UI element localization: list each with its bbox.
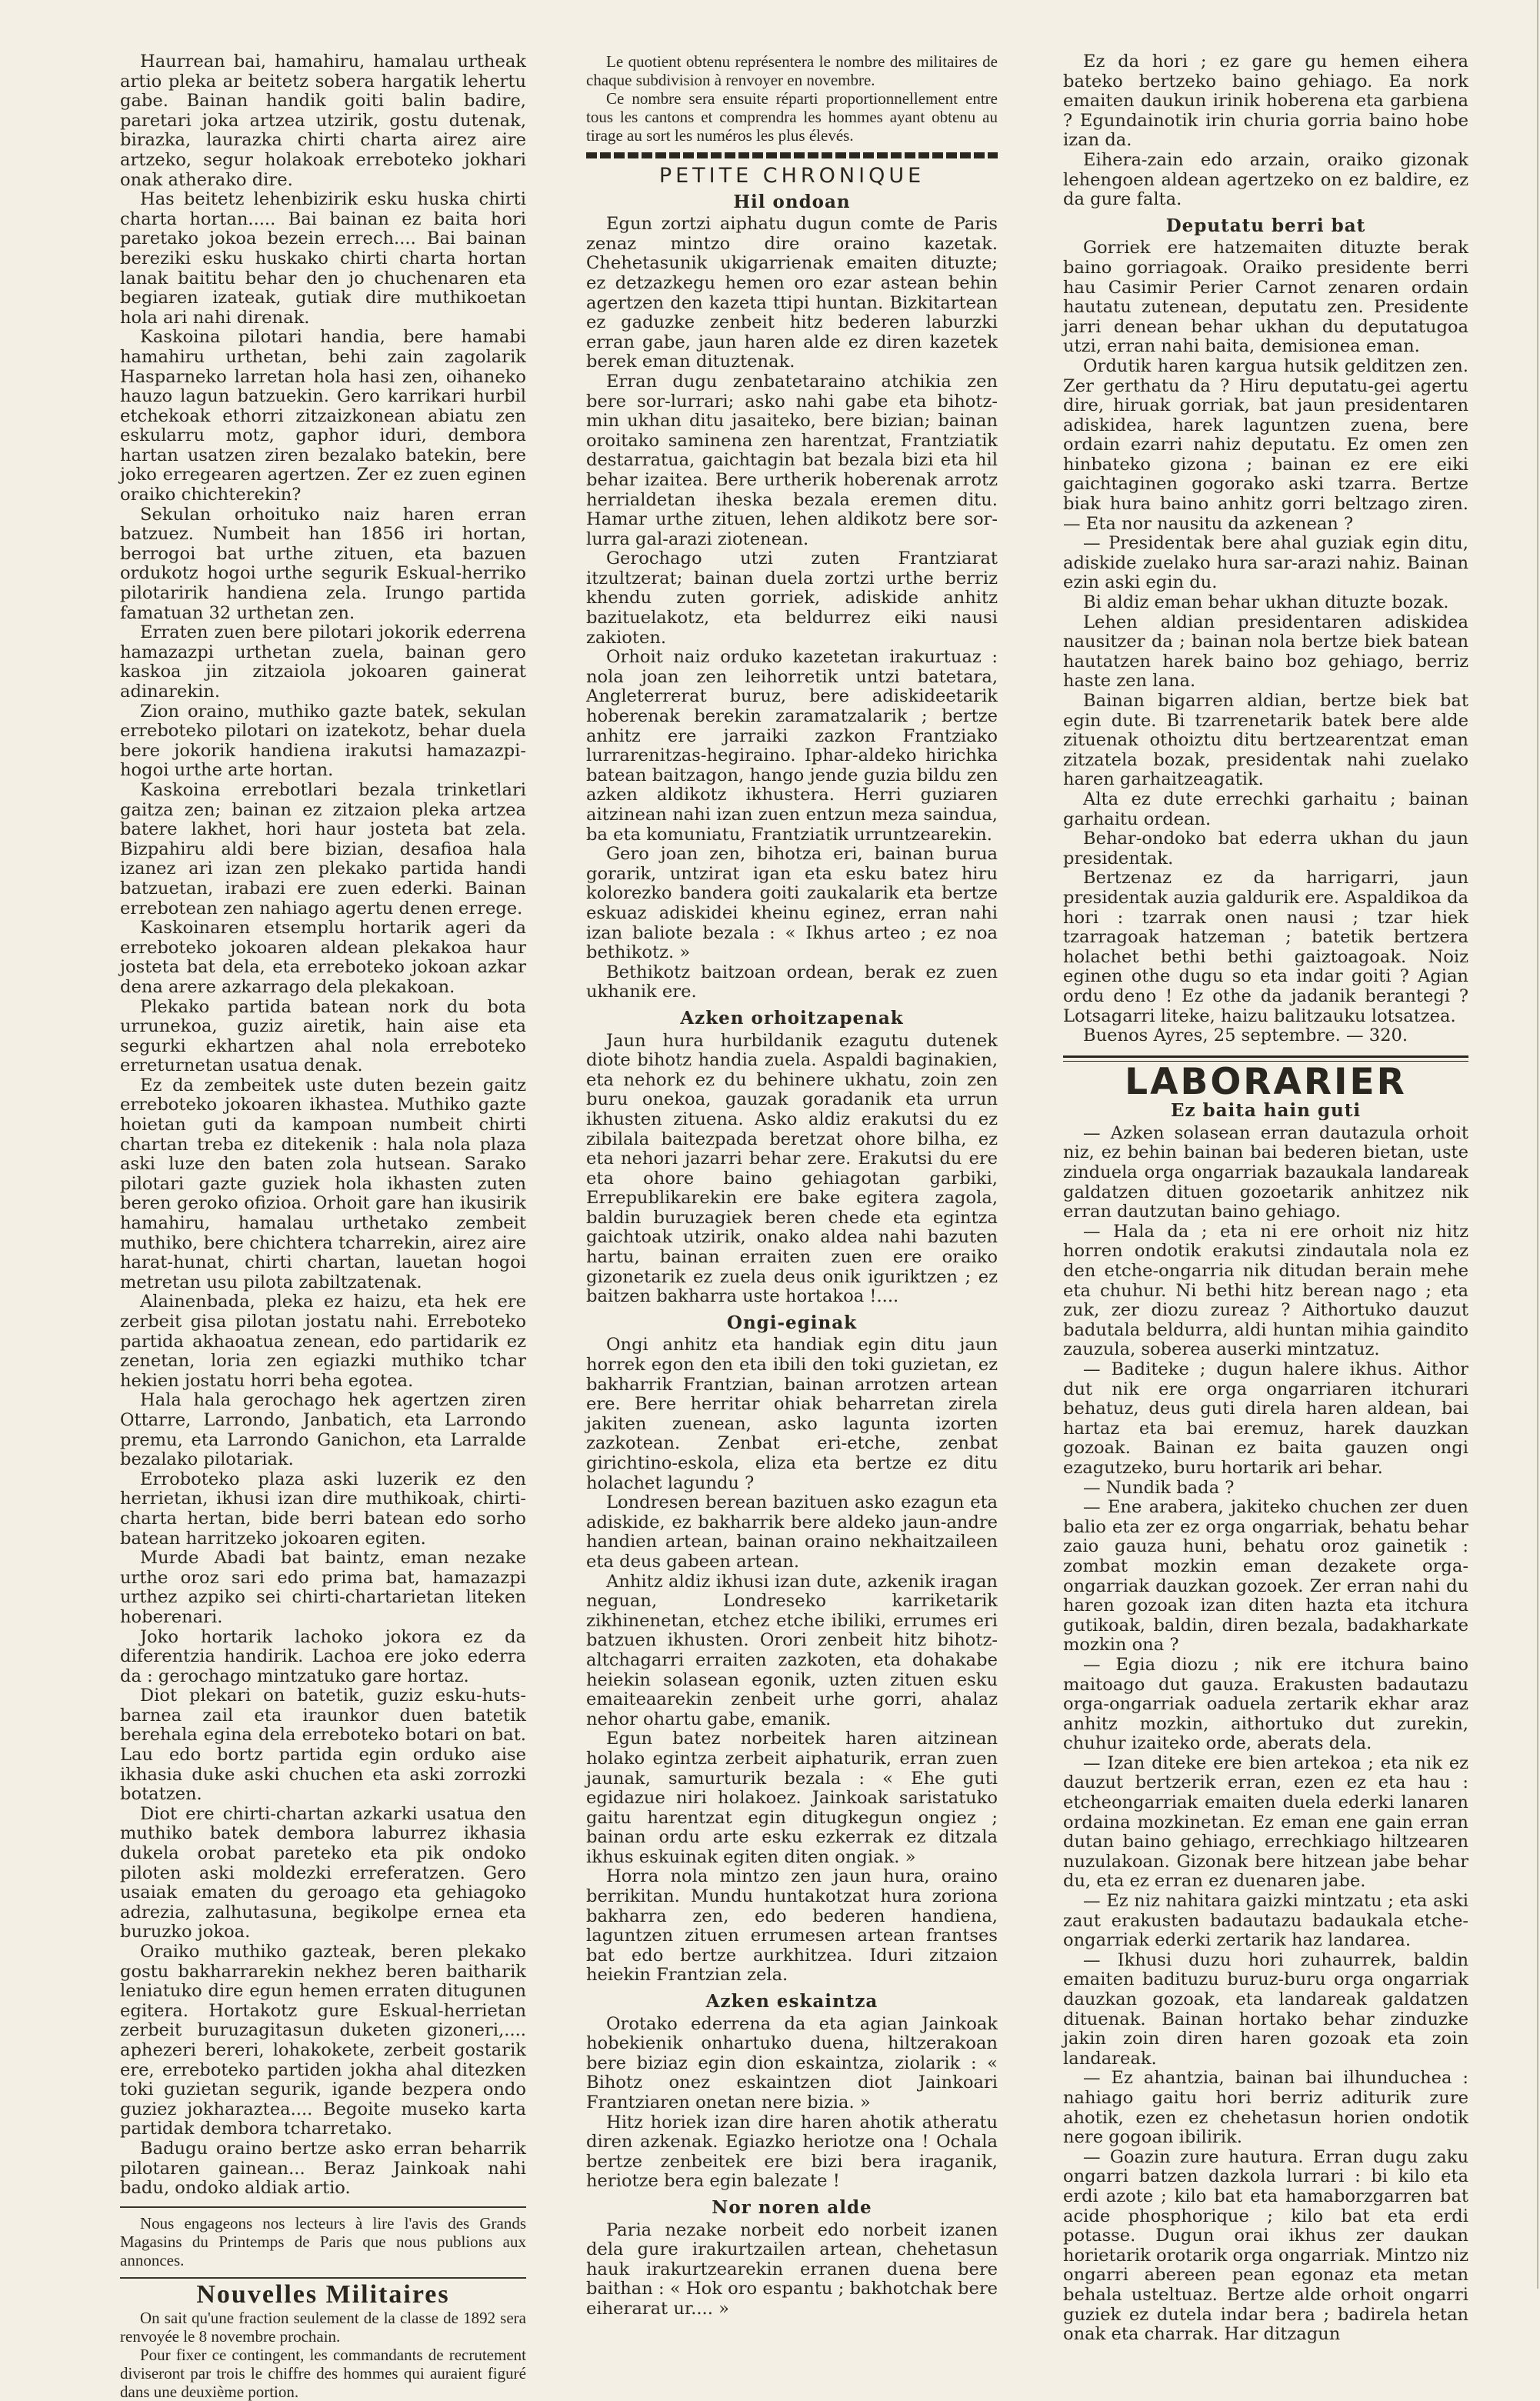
column-2 <box>586 52 998 2319</box>
c1-paragraph: Kaskoinaren etsemplu hortarik ageri da erreboteko jokoaren aldean plekakoa haur josteta bat dela, eta erreboteko jokoan azkar dena arere azkarrago dela plekakoan. <box>120 918 526 997</box>
laborarier-paragraph: — Hala da ; eta ni ere orhoit niz hitz horren ondotik erakutsi zindautala nola ez den etche-ongarria nik ditudan berain mehe eta chuhur. Ni bethi hitz berean nago ; eta zuk, zer diozu zureaz ? Aithortuko dauzut badutala beldurra, aldi huntan mihia gaindito zauzula, soberea auserki mintzatuz. <box>1063 1221 1468 1360</box>
laborarier-paragraph: — Egia diozu ; nik ere itchura baino maitoago dut gauza. Erakusten badautazu orga-ongarriak oaduela zertarik ekhar araz anhitz mozkin, aithortuko dut zurekin, chuhur izaiteko orde, aberats dela. <box>1063 1654 1468 1754</box>
section-heading: Azken eskaintza <box>705 1991 878 2013</box>
military-paragraph: Pour fixer ce contingent, les commandants de recrutement diviseront par trois le chiffre des hommes qui auraient figuré dans une deuxième portion. <box>120 2346 526 2401</box>
section-divider <box>120 2277 526 2279</box>
petite-chronique-heading: PETITE CHRONIQUE <box>658 164 925 188</box>
military-paragraph: On sait qu'une fraction seulement de la classe de 1892 sera renvoyée le 8 novembre prochain. <box>120 2309 526 2346</box>
c1-paragraph: Zion oraino, muthiko gazte batek, sekulan erreboteko pilotari on izatekotz, behar duela bere jokorik handiena irakutsi hamazazpi-hogoi urthe arte hortan. <box>120 701 526 781</box>
c3-paragraph: Ez da hori ; ez gare gu hemen eihera bateko bertzeko baino gehiago. Ea nork emaiten daukun irinik hoberena eta garbiena ? Egundainotik irin churia gorria baino hobe izan da. <box>1063 52 1468 151</box>
section-paragraph: Egun batez norbeitek haren aitzinean holako egintza zerbeit aiphaturik, erran zuen jaunak, samurturik bezala : « Ehe guti egidazue niri holakoez. Jainkoak saristatuko gaitu harentzat egin ditugkegun ongiez ; bainan ordu arte esku ezkerrak ez ditzala ikhus eskuinak egiten diten ongiak. » <box>586 1729 998 1867</box>
section-heading: Azken orhoitzapenak <box>680 1007 904 1029</box>
laborarier-paragraph: — Ikhusi duzu hori zuhaurrek, baldin emaiten badituzu buruz-buru orga ongarriak dauzkan gozoak, eta landareak galdatzen dituenak. Bainan hortako behar zinduzke jakin zoin diren haren gozoak eta zoin landareak. <box>1063 1949 1468 2069</box>
section-paragraph: Londresen berean bazituen asko ezagun eta adiskide, ez bakharrik bere aldeko jaun-andre handien artean, bainan oraino nekhaitzaileen eta deus gabeen artean. <box>586 1492 998 1572</box>
military-news-heading: Nouvelles Militaires <box>196 2279 450 2309</box>
deputatu-paragraph: Ordutik haren kargua hutsik gelditzen zen. Zer gerthatu da ? Hiru deputatu-gei agertu dire, hiruak gorriak, bat jaun presidentaren adiskidea, harek laguntzen zuena, bere ordain ezarri nahiz deputatu. Ez omen zen hinbateko gizona ; bainan ez ere eiki gaichtaginen gogorako aski tzarra. Bertze biak hura baino anhitz gorri beltzago ziren. — Eta nor nausitu da azkenean ? <box>1063 355 1468 534</box>
c3-paragraph: Eihera-zain edo arzain, oraiko gizonak lehengoen aldean agertzeko on ez baldire, ez da gure falta. <box>1063 149 1468 210</box>
c1-paragraph: Erraten zuen bere pilotari jokorik ederrena hamazazpi urthetan zuela, bainan gero kaskoa jin zitzaiola jokoaren gainerat adinarekin. <box>120 622 526 702</box>
laborarier-paragraph: — Goazin zure hautura. Erran dugu zaku ongarri batzen dazkola lurrari : bi kilo eta erdi azote ; kilo bat eta hamaborzgarren bat acide phosphorique ; kilo bat eta erdi potasse. Dugun orai ikhus zer daukan horietarik orotarik orga ongarriak. Mintzo niz ongarri abereen pean egonaz eta metan behala usteltuaz. Bertze alde orhoit ongarri guziek ez dutela indar bera ; badirela hetan onak eta charrak. Har ditzagun <box>1063 2146 1468 2345</box>
section-paragraph: Jaun hura hurbildanik ezagutu dutenek diote bihotz handia zuela. Aspaldi baginakien, eta nehork ez du behinere ukhatu, zoin zen buru onekoa, gauzak goradanik eta urrun ikhusten zituena. Asko aldiz erakutsi du ez zibilala baitezpada beretzat ohore bilha, ez eta nehori jazarri behar zere. Erakutsi du ere eta ohore baino gehiagotan garbiki, Errepublikarekin ere bake egitera zagola, baldin buruzagiek beren chede eta egintza gaichtoak utzirik, onako aldea nahi bazuten hartu, bainan erraiten zuen ere oraiko gizonetarik ez zuela deus onik iguriktzen ; ez baitzen bakharra uste hortakoa !.... <box>586 1030 998 1307</box>
c1-paragraph: Hala hala gerochago hek agertzen ziren Ottarre, Larrondo, Janbatich, eta Larrondo premu, eta Larrondo Ganichon, eta Larralde bezalako pilotariak. <box>120 1390 526 1470</box>
c1-paragraph: Kaskoina errebotlari bezala trinketlari gaitza zen; bainan ez zitzaion pleka artzea batere lakhet, hori haur josteta bat zela. Bizpahiru aldi bere bizian, desafioa hala izanez ari izan zen plekako partida handi batzuetan, irabazi ere zuen ederki. Bainan errebotean zen nahiago agertu denen errege. <box>120 779 526 919</box>
deputatu-paragraph: — Presidentak bere ahal guziak egin ditu, adiskide zuelako hura sar-arazi nahiz. Bainan ezin aski egin du. <box>1063 533 1468 593</box>
laborarier-paragraph: — Nundik bada ? <box>1083 1477 1235 1498</box>
military-continued-paragraph: Ce nombre sera ensuite réparti proportionnellement entre tous les cantons et comprendra les hommes ayant obtenu au tirage au sort les numéros les plus élevés. <box>586 89 998 145</box>
laborarier-paragraph: — Baditeke ; dugun halere ikhus. Aithor dut nik ere orga ongarriaren itchurari behatuz, deus guti direla haren aldean, bai hartaz eta bai eremuz, harek dauzkan gozoak. Bainan ez baita gauzen ongi ezagutzeko, buru hortarik ari behar. <box>1063 1359 1468 1478</box>
section-heading: Nor noren alde <box>712 2196 872 2218</box>
section-paragraph: Erran dugu zenbatetaraino atchikia zen bere sor-lurrari; asko nahi gabe eta bihotz-min ukhan ditu jasaiteko, bere bizian; bainan oroitako saminena zen harentzat, Frantziatik destarratua, gaichtagin bat bezala bizi eta hil behar izaitea. Bere urtherik hoberenak arrotz herrialdetan iheska bezala eremen ditu. Hamar urthe zituen, lehen aldikotz bere sor-lurra gal-arazi ziotenean. <box>586 371 998 549</box>
section-paragraph: Ongi anhitz eta handiak egin ditu jaun horrek egon den eta ibili den toki guzietan, ez bakharrik Frantzian, bainan arrotzen artean ere. Bere herritar ohiak beharretan zirela jakiten zuenean, asko lagunta izorten zazkotean. Zenbat eri-etche, zenbat girichtino-eskola, eliza eta bertze ez ditu holachet lagundu ? <box>586 1335 998 1493</box>
deputatu-paragraph: Bertzenaz ez da harrigarri, jaun presidentak auzia galdurik ere. Aspaldikoa da hori : tzarrak onen nausi ; tzar hiek tzarragoak hatzeman ; batetik bertzera holachet bethi bethi gaiztoagoak. Noiz eginen othe dugu so eta indar goiti ? Agian ordu deno ! Ez othe da jadanik berantegi ? Lotsagarri liteke, haizu balitzauku lotsatzea. <box>1063 868 1468 1026</box>
deputatu-heading: Deputatu berri bat <box>1165 215 1366 236</box>
c1-paragraph: Badugu oraino bertze asko erran beharrik pilotaren gainean... Beraz Jainkoak nahi badu, ondoko aldiak artio. <box>120 2138 526 2199</box>
section-paragraph: Anhitz aldiz ikhusi izan dute, azkenik iragan neguan, Londreseko karriketarik zikhinenetan, etchez etche ibiliki, errumes eri batzuen ikhusten. Orori zenbeit hitz bihotz-altchagarri erraiten zazkoten, eta dohakabe heiekin solasean egonik, uzten zituen esku emaiteaarekin zenbeit urhe gorri, ahalaz nehor ohartu gabe, emanik. <box>586 1571 998 1729</box>
page-edge-line <box>1537 0 1538 2289</box>
dateline: Buenos Ayres, 25 septembre. — 320. <box>1083 1025 1408 1046</box>
column-3 <box>1063 52 1468 2345</box>
laborarier-paragraph: — Ene arabera, jakiteko chuchen zer duen balio eta zer ez orga ongarriak, behatu behar zaio gauza huni, behatu oroz gainetik : zombat mozkin eman dezakete orga-ongarriak dauzkan gozoek. Zer erran nahi du haren gozoak izan diten hazta eta itchura gutikoak, baldin, diren bezala, badakharkate mozkin ona ? <box>1063 1497 1468 1656</box>
section-paragraph: Bethikotz baitzoan ordean, berak ez zuen ukhanik ere. <box>586 962 998 1002</box>
c1-paragraph: Kaskoina pilotari handia, bere hamabi hamahiru urthetan, behi zain zagolarik Hasparneko larretan hola hasi zen, oihaneko hauzo lagun batzuekin. Gero karrikari hurbil etchekoak ethorri zitzaizkonean abiatu zen eskularru motz, gaphor iduri, dembora hartan usatzen ziren bezalako batekin, bere joko erregearen agertzen. Zer ez zuen eginen oraiko chichterekin? <box>120 327 526 505</box>
c1-paragraph: Murde Abadi bat baintz, eman nezake urthe oroz sari edo prima bat, hamazazpi urthez azpiko sei chirti-chartarietan liteken hoberenari. <box>120 1548 526 1627</box>
c1-paragraph: Plekako partida batean nork du bota urrunekoa, guziz airetik, hain aise eta segurki ekhartzen ahal nola erreboteko erreturnetan usatua denak. <box>120 996 526 1076</box>
laborarier-paragraph: — Ez ahantzia, bainan bai ilhunduchea : nahiago gaitu hori berriz aditurik zure ahotik, ezen ez chehetasun horien ondotik nere gogoan ibilirik. <box>1063 2068 1468 2148</box>
laborarier-heading: LABORARIER <box>1125 1060 1407 1103</box>
section-paragraph: Gerochago utzi zuten Frantziarat itzultzerat; bainan duela zortzi urthe berriz khendu zuten gorriek, adiskide anhitz bazituelakotz, eta beldurrez eiki nausi zakioten. <box>586 549 998 648</box>
section-heading: Hil ondoan <box>733 191 851 212</box>
laborarier-subheading: Ez baita hain guti <box>1170 1100 1362 1122</box>
section-heading: Ongi-eginak <box>726 1312 858 1333</box>
c1-paragraph: Oraiko muthiko gazteak, beren plekako gostu bakharrarekin nekhez beren baitharik leniatuko dire egun hemen erraten ditugunen egitera. Hortakotz gure Eskual-herrietan zerbeit buruzagitasun duketen gizoneri,.... aphezeri bereri, lohakokete, zerbeit gostarik ere, erreboteko partiden jokha ahal ditezken toki guzietan segurik, igande bezpera ondo guziez jokharaztea.... Begoite museko karta partidak dembora tcharretako. <box>120 1942 526 2139</box>
deputatu-paragraph: Lehen aldian presidentaren adiskidea nausitzer da ; bainan nola bertze biek batean hautatzen harek baino boz gehiago, berriz haste zen lana. <box>1063 612 1468 692</box>
c1-paragraph: Joko hortarik lachoko jokora ez da diferentzia handirik. Lachoa ere joko ederra da : gerochago mintzatuko gare hortaz. <box>120 1626 526 1686</box>
deputatu-paragraph: Alta ez dute errechki garhaitu ; bainan garhaitu ordean. <box>1063 789 1468 829</box>
section-paragraph: Orhoit naiz orduko kazetetan irakurtuaz : nola joan zen leihorretik untzi batetara, Angleterrerat buruz, bere adiskideetarik hoberenak berekin zaramatzalarik ; bertze anhitz ere jarraiki zazkon Frantziako lurrarenitzas-hegiraino. Iphar-aldeko hirichka batean baitzagon, hango jende guzia bildu zen azken aldikotz ikhustera. Herri guziaren aitzinean nahi izan zuen entzun meza saindua, ba eta komuniatu, Frantziatik urruntzearekin. <box>586 647 998 845</box>
deputatu-paragraph: Gorriek ere hatzemaiten dituzte berak baino gorriagoak. Oraiko presidente berri hau Casimir Perier Carnot zenaren ordain hautatu zutenean, deputatu zen. Presidente jarri denean behar ukhan du deputatugoa utzi, erran nahi baita, demisionea eman. <box>1063 238 1468 357</box>
c1-paragraph: Erroboteko plaza aski luzerik ez den herrietan, ikhusi izan dire muthikoak, chirti-charta hertan, bide berri batean edo sorho batean harritzeko jokoaren egiten. <box>120 1469 526 1549</box>
deputatu-paragraph: Bi aldiz eman behar ukhan dituzte bozak. <box>1083 592 1449 613</box>
ornamental-rule <box>586 152 998 158</box>
c1-paragraph: Haurrean bai, hamahiru, hamalau urtheak artio pleka ar beitetz sobera hargatik lehertu gabe. Bainan handik goiti balin badire, paretari joka artzea utzirik, gostu dutenak, birazka, laurazka chirti charta airez aire artzeko, segur holakoak erreboteko jokhari onak atherako dire. <box>120 52 526 190</box>
section-paragraph: Horra nola mintzo zen jaun hura, oraino berrikitan. Mundu huntakotzat hura zoriona bakharra zen, edo bederen handiena, laguntzen zituen errumesen artean frantses bat edo bertze aurkhitzea. Iduri zitzaion heiekin Frantzian zela. <box>586 1866 998 1986</box>
deputatu-paragraph: Bainan bigarren aldian, bertze biek bat egin dute. Bi tzarrenetarik batek bere alde zituenak othoiztu ditu bertzearentzat eman zitzatela bozak, presidentak nahi zuelako haren garhaitzeagatik. <box>1063 691 1468 790</box>
section-paragraph: Egun zortzi aiphatu dugun comte de Paris zenaz mintzo dire oraino kazetak. Chehetasunik ukigarrienak emaiten dituzte; ez detzazkegu hemen oro ezar astean behin agertzen den kazeta ttipi huntan. Bizkitartean ez gaduzke zenbeit hitz bederen laburzki erran gabe, jaun haren alde ez diren kazetek berek eman dituztenak. <box>586 214 998 372</box>
section-paragraph: Hitz horiek izan dire haren ahotik atheratu diren azkenak. Egiazko heriotze ona ! Ochala bertze zenbeitek ere bizi bera iraganik, heriotze bera egin balezate ! <box>586 2112 998 2192</box>
laborarier-paragraph: — Ez niz nahitara gaizki mintzatu ; eta aski zaut erakusten badautazu badaukala etche-ongarriak ederki zertarik haz landarea. <box>1063 1891 1468 1951</box>
c1-paragraph: Diot plekari on batetik, guziz esku-huts-barnea zail eta iraunkor duen batetik berehala egina dela erreboteko botari on bat. Lau edo bortz partida egin orduko aise ikhasia duke aski chuchen eta aski zorrozki botatzen. <box>120 1686 526 1805</box>
c1-paragraph: Ez da zembeitek uste duten bezein gaitz erreboteko jokoaren ikhastea. Muthiko gazte hoietan guti da kampoan numbeit chirti chartan treba ez ditekenik : hala nola plaza aski luze den baten zola hutsean. Sarako pilotari gazte guziek hola ikhasten zuten beren geroko ofizioa. Orhoit gare han ikusirik hamahiru, hamalau urthetako zembeit muthiko, bere chichtera tcharrekin, airez aire harat-hunat, chirti chartan, lauetan hogoi metretan usu pilota zabiltzatenak. <box>120 1075 526 1292</box>
section-divider <box>120 2206 526 2208</box>
section-paragraph: Paria nezake norbeit edo norbeit izanen dela gure irakurtzailen artean, chehetasun hauk irakurtzearekin erranen duena bere baithan : « Hok oro espantu ; bakhotchak bere eiherarat ur.... » <box>586 2219 998 2319</box>
deputatu-paragraph: Behar-ondoko bat ederra ukhan du jaun presidentak. <box>1063 829 1468 869</box>
printemps-notice: Nous engageons nos lecteurs à lire l'avis des Grands Magasins du Printemps de Paris que nous publions aux annonces. <box>120 2213 526 2269</box>
c1-paragraph: Alainenbada, pleka ez haizu, eta hek ere zerbeit gisa pilotan jostatu nahi. Erreboteko partida akhaoatua zenean, edo partidarik ez zenetan, loria zen egiazki muthiko tchar hekien jostatu horri beha egotea. <box>120 1292 526 1391</box>
military-continued-paragraph: Le quotient obtenu représentera le nombre des militaires de chaque subdivision à renvoyer en novembre. <box>586 52 998 89</box>
column-1 <box>120 52 526 2401</box>
c1-paragraph: Sekulan orhoituko naiz haren erran batzuez. Numbeit han 1856 iri hortan, berrogoi bat urthe zituen, eta bazuen ordukotz hogoi urthe segurik Eskual-herriko pilotaririk handiena zela. Irungo partida famatuan 32 urthetan zen. <box>120 504 526 623</box>
section-paragraph: Gero joan zen, bihotza eri, bainan burua gorarik, untzirat igan eta esku batez hiru kolorezko bandera goiti zaukalarik eta bertze eskuaz adiskidei kheinu eginez, erran nahi izan baliote bezala : « Ikhus arteo ; ez noa bethikotz. » <box>586 844 998 963</box>
laborarier-paragraph: — Azken solasean erran dautazula orhoit niz, ez behin bainan bai bederen bietan, uste zinduela orga ongarriak bazaukala landareak galdatzen dituen gozoetarik anhitzez nik erran dautzutan baino gehiago. <box>1063 1122 1468 1222</box>
c1-paragraph: Has beitetz lehenbizirik esku huska chirti charta hortan..... Bai bainan ez baita hori paretako jokoa bezein errech.... Bai bainan bereziki esku huskako chirti charta hortan lanak baititu behar den jo chuchenaren eta begiaren izateak, gutiak dire muthikoetan hola ari nahi direnak. <box>120 189 526 328</box>
c1-paragraph: Diot ere chirti-chartan azkarki usatua den muthiko batek dembora laburrez ikhasia dukela orobat pareteko eta pik ondoko piloten aski moldezki erreferatzen. Gero usaiak ematen du geroago eta gehiagoko adrezia, zalhutasuna, begikolpe ernea eta buruzko jokoa. <box>120 1803 526 1942</box>
laborarier-paragraph: — Izan diteke ere bien artekoa ; eta nik ez dauzut bertzerik erran, ezen ez eta hau : etcheongarriak emaiten duela ederki lanaren ordaina mozkinetan. Ez eman ene gain erran dutan baino gehiago, errechkiago hiltzearen nuzulakoan. Gizonak bere hitzean jabe behar du, eta ez erran ez duenaren jabe. <box>1063 1752 1468 1892</box>
section-paragraph: Orotako ederrena da eta agian Jainkoak hobekienik onhartuko duena, hiltzerakoan bere biziaz egin dion eskaintza, ziolarik : « Bihotz onez eskaintzen diot Jainkoari Frantziaren onetan nere bizia. » <box>586 2013 998 2113</box>
